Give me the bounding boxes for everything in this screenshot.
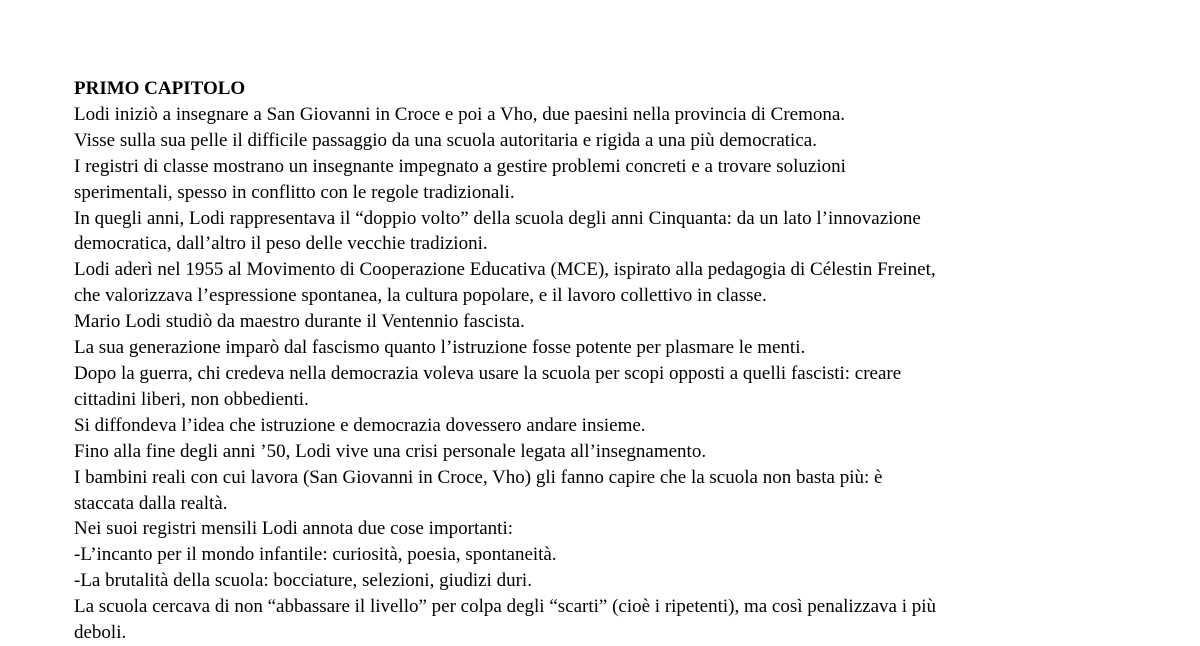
text-line: La scuola cercava di non “abbassare il livello” per colpa degli “scarti” (cioè i ripetenti), ma così penalizzava i più (74, 596, 936, 618)
text-line: Si diffondeva l’idea che istruzione e democrazia dovessero andare insieme. (74, 414, 646, 436)
text-line: Lodi aderì nel 1955 al Movimento di Cooperazione Educativa (MCE), ispirato alla pedagogia di Célestin Freinet, (74, 259, 936, 281)
text-line: Lodi iniziò a insegnare a San Giovanni in Croce e poi a Vho, due paesini nella provincia di Cremona. (74, 103, 846, 125)
text-line: cittadini liberi, non obbedienti. (74, 388, 309, 410)
document-page (74, 76, 1134, 644)
text-line: democratica, dall’altro il peso delle vecchie tradizioni. (74, 233, 488, 255)
text-line: In quegli anni, Lodi rappresentava il “doppio volto” della scuola degli anni Cinquanta: da un lato l’innovazione (74, 207, 921, 229)
text-line: deboli. (74, 622, 127, 644)
text-line: I bambini reali con cui lavora (San Giovanni in Croce, Vho) gli fanno capire che la scuola non basta più: è (74, 466, 883, 488)
text-line: -La brutalità della scuola: bocciature, selezioni, giudizi duri. (74, 570, 532, 592)
text-line: Dopo la guerra, chi credeva nella democrazia voleva usare la scuola per scopi opposti a quelli fascisti: creare (74, 362, 902, 384)
text-line: -L’incanto per il mondo infantile: curiosità, poesia, spontaneità. (74, 544, 557, 566)
text-line: Mario Lodi studiò da maestro durante il Ventennio fascista. (74, 311, 525, 333)
text-line: I registri di classe mostrano un insegnante impegnato a gestire problemi concreti e a trovare soluzioni (74, 155, 846, 177)
text-line: che valorizzava l’espressione spontanea, la cultura popolare, e il lavoro collettivo in classe. (74, 285, 767, 307)
text-line: Nei suoi registri mensili Lodi annota due cose importanti: (74, 518, 514, 540)
text-line: Visse sulla sua pelle il difficile passaggio da una scuola autoritaria e rigida a una più democratica. (74, 129, 817, 151)
text-line: Fino alla fine degli anni ’50, Lodi vive una crisi personale legata all’insegnamento. (74, 440, 707, 462)
text-line: staccata dalla realtà. (74, 492, 228, 514)
text-line: La sua generazione imparò dal fascismo quanto l’istruzione fosse potente per plasmare le menti. (74, 337, 806, 359)
text-line: sperimentali, spesso in conflitto con le regole tradizionali. (74, 181, 515, 203)
chapter-heading: PRIMO CAPITOLO (74, 78, 246, 99)
